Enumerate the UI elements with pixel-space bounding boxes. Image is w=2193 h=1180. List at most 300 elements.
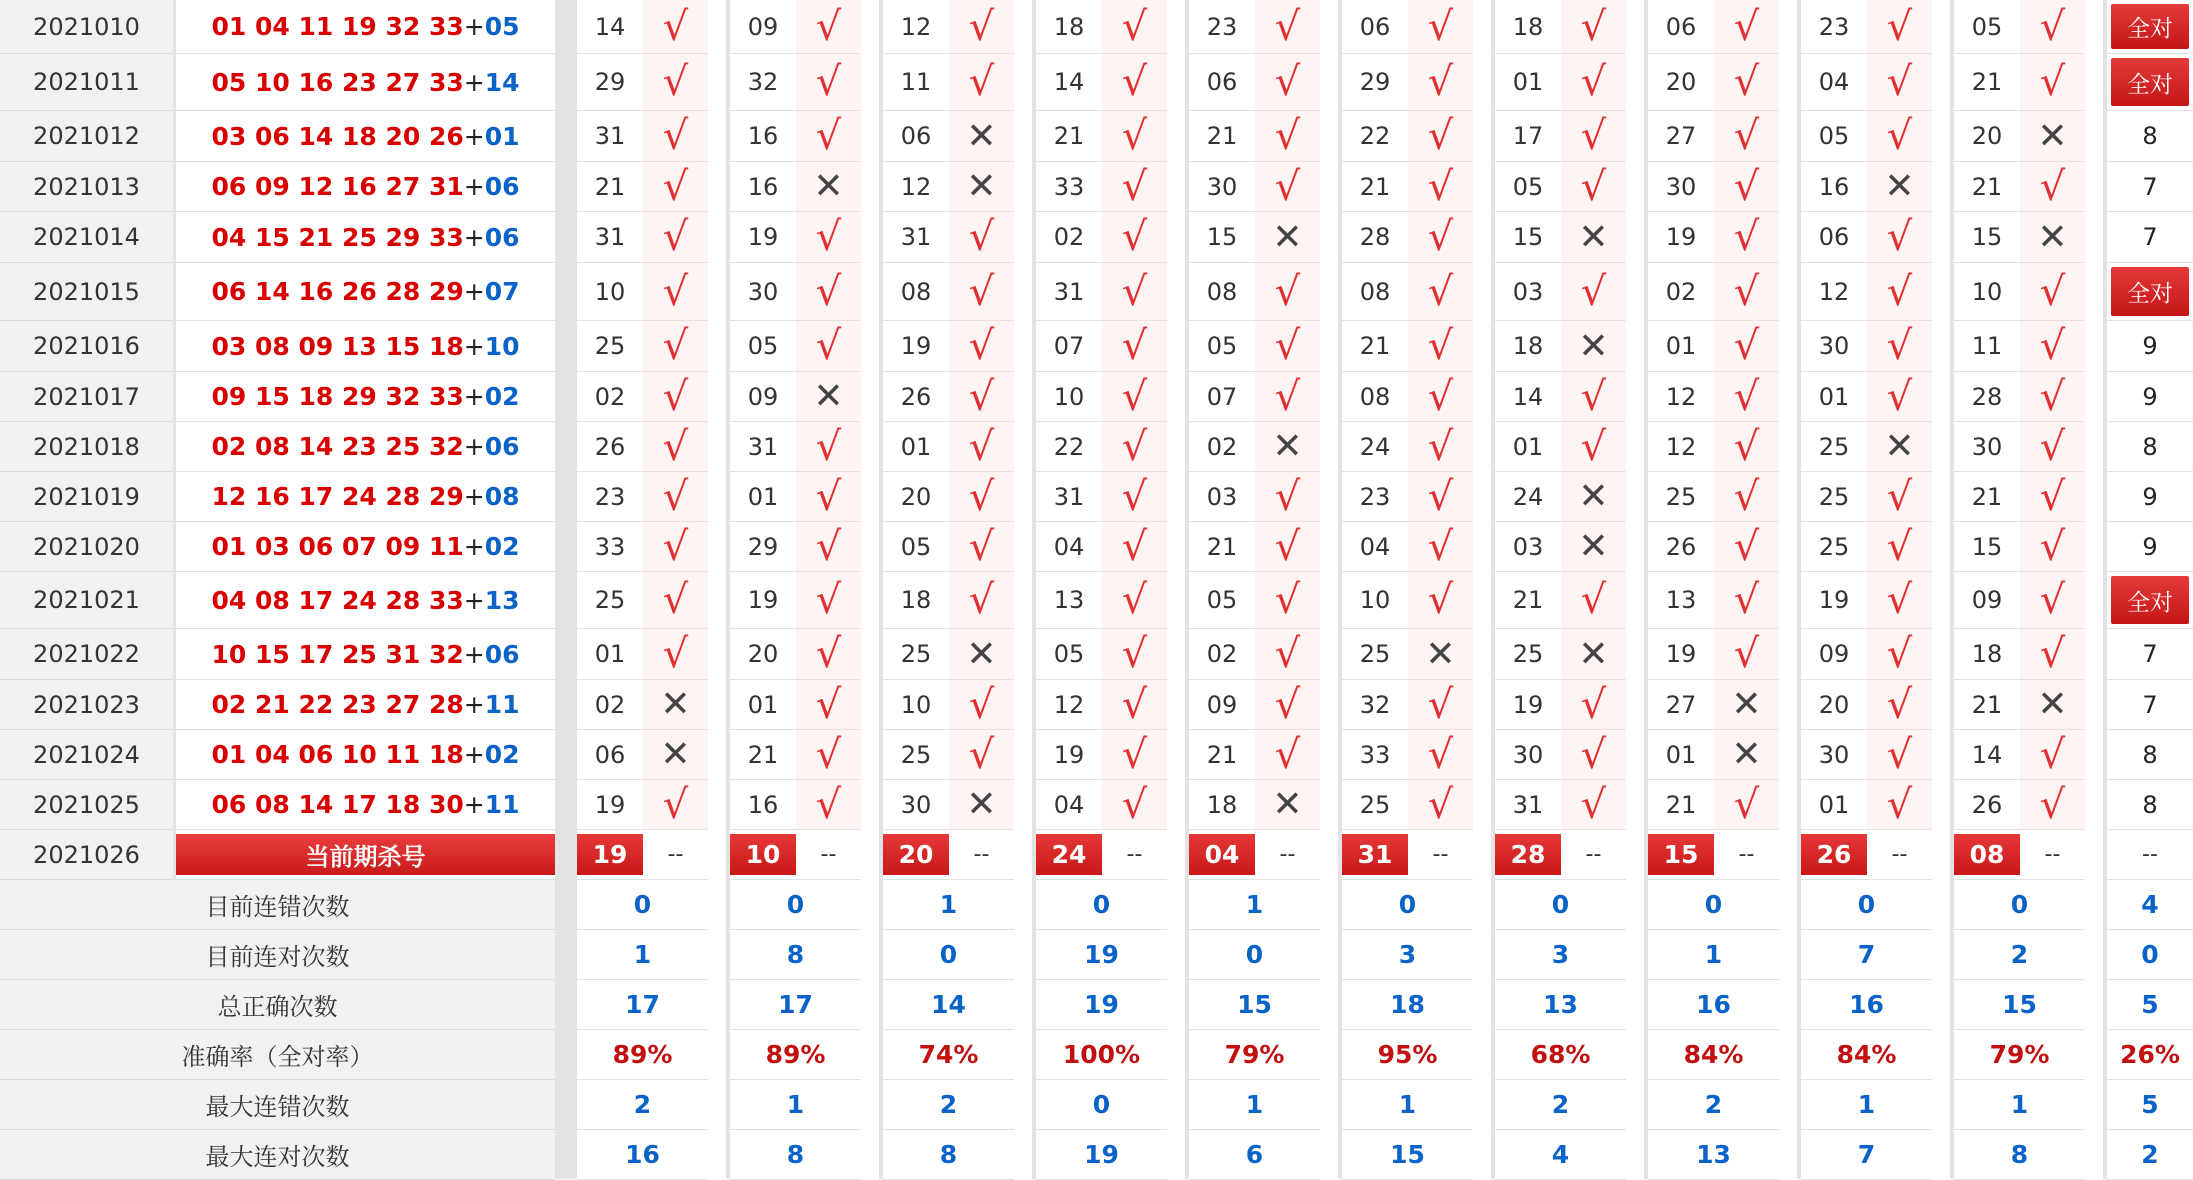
red-balls: 05 10 16 23 27 33 [211,67,464,97]
kill-number-cell: 02 [1189,422,1255,472]
kill-number-cell: 06 [1801,212,1867,263]
check-icon: √ [796,321,861,372]
pending-dash: -- [2020,830,2085,880]
plus-sign: + [463,382,485,411]
check-icon: √ [1714,629,1779,680]
check-icon: √ [2020,522,2085,572]
kill-number-cell: 01 [730,472,796,522]
draw-numbers-cell [175,522,555,572]
red-balls: 03 08 09 13 15 18 [211,331,464,361]
check-icon: √ [1255,572,1320,629]
kill-number-cell: 10 [577,263,643,321]
stat-value: 13 [1648,1130,1779,1180]
kill-number-cell: 22 [1036,422,1102,472]
stat-value: 79% [1954,1030,2085,1080]
check-icon: √ [1255,263,1320,321]
blue-ball: 07 [484,277,520,306]
plus-sign: + [463,532,485,561]
kill-number-cell: 12 [1648,422,1714,472]
result-cell: 9 [2107,321,2193,372]
pending-dash: -- [1408,830,1473,880]
check-icon: √ [1714,54,1779,111]
check-icon: √ [2020,730,2085,780]
kill-number-cell: 25 [1801,472,1867,522]
stat-value: 1 [1189,1080,1320,1130]
cross-icon: ✕ [2020,680,2085,730]
stat-value: 68% [1495,1030,1626,1080]
check-icon: √ [1561,730,1626,780]
kill-number-cell: 14 [577,0,643,54]
check-icon: √ [1102,730,1167,780]
result-cell: 9 [2107,472,2193,522]
kill-number-cell: 26 [1648,522,1714,572]
check-icon: √ [2020,162,2085,212]
kill-number-cell: 19 [1648,629,1714,680]
draw-numbers-cell [175,730,555,780]
kill-number-cell: 01 [1495,54,1561,111]
check-icon: √ [1561,54,1626,111]
kill-number-cell: 21 [1495,572,1561,629]
check-icon: √ [2020,321,2085,372]
stat-value: 1 [1648,930,1779,980]
check-icon: √ [643,372,708,422]
kill-number-cell: 19 [883,321,949,372]
kill-number-cell: 05 [1954,0,2020,54]
draw-numbers-cell [175,372,555,422]
check-icon: √ [1867,629,1932,680]
check-icon: √ [2020,372,2085,422]
kill-number-cell: 11 [1954,321,2020,372]
plus-sign: + [463,690,485,719]
result-cell: 8 [2107,730,2193,780]
kill-number-cell: 31 [883,212,949,263]
stat-value: 0 [1036,1080,1167,1130]
cross-icon: ✕ [1561,321,1626,372]
check-icon: √ [949,54,1014,111]
kill-number-cell: 33 [1342,730,1408,780]
stat-value-total: 4 [2107,880,2193,930]
current-kill-cell [1801,830,1867,880]
stat-value: 0 [1036,880,1167,930]
stat-value: 0 [1801,880,1932,930]
kill-number-cell: 05 [1036,629,1102,680]
kill-number-cell: 20 [1801,680,1867,730]
check-icon: √ [1102,0,1167,54]
blue-ball: 11 [484,790,520,819]
kill-number-cell: 33 [1036,162,1102,212]
kill-number-cell: 31 [730,422,796,472]
red-balls: 03 06 14 18 20 26 [211,121,464,151]
check-icon: √ [1561,0,1626,54]
blue-ball: 06 [484,172,520,201]
kill-number-cell: 05 [1189,572,1255,629]
kill-number-cell: 10 [1036,372,1102,422]
check-icon: √ [1408,162,1473,212]
red-balls: 04 08 17 24 28 33 [211,585,464,615]
check-icon: √ [949,730,1014,780]
check-icon: √ [1867,263,1932,321]
kill-number-cell: 24 [1495,472,1561,522]
check-icon: √ [1102,321,1167,372]
cross-icon: ✕ [1867,422,1932,472]
check-icon: √ [949,472,1014,522]
kill-number-cell: 23 [1189,0,1255,54]
check-icon: √ [1867,54,1932,111]
stat-value: 15 [1954,980,2085,1030]
period-cell: 2021019 [0,472,173,522]
cross-icon: ✕ [643,680,708,730]
kill-number-cell: 04 [1036,522,1102,572]
check-icon: √ [643,780,708,830]
check-icon: √ [1867,372,1932,422]
check-icon: √ [643,111,708,162]
red-balls: 01 04 11 19 32 33 [211,12,464,41]
stat-label: 目前连错次数 [0,880,555,930]
check-icon: √ [2020,780,2085,830]
kill-number-cell: 26 [577,422,643,472]
red-balls: 12 16 17 24 28 29 [211,482,464,511]
stat-value: 2 [1648,1080,1779,1130]
stat-value: 15 [1189,980,1320,1030]
kill-number-cell: 30 [1801,730,1867,780]
red-balls: 09 15 18 29 32 33 [211,382,464,411]
kill-number-cell: 20 [1954,111,2020,162]
kill-number-cell: 17 [1495,111,1561,162]
cross-icon: ✕ [1255,422,1320,472]
kill-number-cell: 28 [1954,372,2020,422]
plus-sign: + [463,482,485,511]
check-icon: √ [643,572,708,629]
kill-number-cell: 06 [1189,54,1255,111]
check-icon: √ [1255,629,1320,680]
pending-dash: -- [1867,830,1932,880]
pending-dash: -- [1561,830,1626,880]
stat-value: 74% [883,1030,1014,1080]
check-icon: √ [2020,572,2085,629]
check-icon: √ [1255,162,1320,212]
plus-sign: + [463,172,485,201]
kill-number-cell: 11 [883,54,949,111]
kill-number-cell: 07 [1036,321,1102,372]
kill-number-cell: 32 [1342,680,1408,730]
kill-number-cell: 27 [1648,680,1714,730]
check-icon: √ [643,629,708,680]
kill-number-cell: 08 [1189,263,1255,321]
stat-label: 最大连对次数 [0,1130,555,1180]
stat-value: 89% [577,1030,708,1080]
check-icon: √ [2020,0,2085,54]
cross-icon: ✕ [796,372,861,422]
blue-ball: 02 [484,532,520,561]
pending-dash: -- [643,830,708,880]
check-icon: √ [643,263,708,321]
check-icon: √ [1714,572,1779,629]
result-cell: 8 [2107,422,2193,472]
current-kill-number: 20 [883,834,949,875]
period-cell: 2021022 [0,629,173,680]
kill-number-cell: 10 [1342,572,1408,629]
stat-value: 6 [1189,1130,1320,1180]
check-icon: √ [1561,780,1626,830]
plus-sign: + [463,277,485,306]
kill-number-cell: 14 [1495,372,1561,422]
kill-number-cell: 23 [1342,472,1408,522]
stat-value: 8 [730,930,861,980]
kill-number-cell: 13 [1036,572,1102,629]
current-kill-number: 28 [1495,834,1561,875]
kill-number-cell: 30 [1495,730,1561,780]
stat-value: 79% [1189,1030,1320,1080]
check-icon: √ [1867,522,1932,572]
blue-ball: 11 [484,690,520,719]
check-icon: √ [949,0,1014,54]
check-icon: √ [1408,111,1473,162]
kill-number-cell: 04 [1342,522,1408,572]
check-icon: √ [1255,321,1320,372]
stat-value: 7 [1801,1130,1932,1180]
stat-value: 8 [883,1130,1014,1180]
period-cell: 2021024 [0,730,173,780]
kill-number-cell: 01 [1648,730,1714,780]
kill-number-cell: 21 [730,730,796,780]
stat-value: 1 [730,1080,861,1130]
stat-value: 16 [1648,980,1779,1030]
kill-number-cell: 02 [1189,629,1255,680]
kill-number-cell: 01 [883,422,949,472]
stat-label: 最大连错次数 [0,1080,555,1130]
stat-value: 8 [730,1130,861,1180]
kill-number-cell: 25 [1801,522,1867,572]
kill-number-cell: 19 [1648,212,1714,263]
kill-number-cell: 22 [1342,111,1408,162]
check-icon: √ [2020,54,2085,111]
check-icon: √ [1408,422,1473,472]
kill-number-cell: 20 [730,629,796,680]
stat-value: 84% [1801,1030,1932,1080]
check-icon: √ [1255,680,1320,730]
check-icon: √ [1561,572,1626,629]
check-icon: √ [796,680,861,730]
draw-numbers-cell [175,111,555,162]
kill-number-cell: 09 [1954,572,2020,629]
kill-number-cell: 16 [1801,162,1867,212]
cross-icon: ✕ [1255,780,1320,830]
kill-number-cell: 25 [1495,629,1561,680]
stat-value-total: 5 [2107,980,2193,1030]
check-icon: √ [1867,780,1932,830]
pending-dash: -- [1102,830,1167,880]
kill-number-cell: 12 [883,162,949,212]
check-icon: √ [1102,212,1167,263]
kill-number-cell: 02 [577,372,643,422]
kill-number-cell: 24 [1342,422,1408,472]
period-cell: 2021018 [0,422,173,472]
kill-number-cell: 19 [1495,680,1561,730]
cross-icon: ✕ [949,162,1014,212]
check-icon: √ [643,321,708,372]
kill-number-cell: 21 [1954,54,2020,111]
draw-numbers-cell [175,422,555,472]
cross-icon: ✕ [1408,629,1473,680]
check-icon: √ [1714,111,1779,162]
check-icon: √ [1255,54,1320,111]
check-icon: √ [1714,780,1779,830]
stat-value: 18 [1342,980,1473,1030]
check-icon: √ [643,0,708,54]
check-icon: √ [796,0,861,54]
check-icon: √ [796,629,861,680]
kill-number-cell: 12 [1648,372,1714,422]
stat-value: 1 [1189,880,1320,930]
kill-number-cell: 01 [577,629,643,680]
result-cell: 7 [2107,680,2193,730]
kill-number-cell: 18 [1495,321,1561,372]
kill-number-cell: 31 [577,111,643,162]
kill-number-cell: 21 [1036,111,1102,162]
cross-icon: ✕ [1561,629,1626,680]
stat-value: 3 [1495,930,1626,980]
blue-ball: 02 [484,740,520,769]
kill-number-cell: 09 [1801,629,1867,680]
kill-number-cell: 30 [1189,162,1255,212]
period-cell: 2021016 [0,321,173,372]
check-icon: √ [1102,54,1167,111]
kill-number-cell: 10 [1954,263,2020,321]
check-icon: √ [1102,522,1167,572]
kill-number-cell: 19 [730,212,796,263]
cross-icon: ✕ [949,111,1014,162]
check-icon: √ [949,212,1014,263]
check-icon: √ [1102,263,1167,321]
plus-sign: + [463,740,485,769]
current-period-cell: 2021026 [0,830,173,880]
stat-value: 15 [1342,1130,1473,1180]
stat-value: 89% [730,1030,861,1080]
period-cell: 2021020 [0,522,173,572]
kill-number-cell: 01 [1801,372,1867,422]
stat-value: 84% [1648,1030,1779,1080]
check-icon: √ [796,263,861,321]
kill-number-cell: 20 [1648,54,1714,111]
kill-number-cell: 25 [577,572,643,629]
check-icon: √ [1867,111,1932,162]
current-kill-label: 当前期杀号 [176,834,555,875]
kill-number-cell: 03 [1189,472,1255,522]
kill-number-cell: 08 [1342,372,1408,422]
result-cell [2107,263,2193,321]
current-kill-number: 19 [577,834,643,875]
plus-sign: + [463,585,485,615]
stat-value: 0 [730,880,861,930]
check-icon: √ [1102,372,1167,422]
current-kill-number: 10 [730,834,796,875]
kill-number-cell: 18 [1036,0,1102,54]
check-icon: √ [1408,680,1473,730]
kill-number-cell: 14 [1954,730,2020,780]
check-icon: √ [796,572,861,629]
check-icon: √ [1102,111,1167,162]
check-icon: √ [1408,321,1473,372]
stat-value: 17 [730,980,861,1030]
check-icon: √ [1102,572,1167,629]
kill-number-cell: 30 [1801,321,1867,372]
period-cell: 2021017 [0,372,173,422]
kill-number-cell: 21 [577,162,643,212]
period-cell: 2021010 [0,0,173,54]
cross-icon: ✕ [1561,472,1626,522]
stat-value: 16 [577,1130,708,1180]
stat-value: 14 [883,980,1014,1030]
result-cell [2107,572,2193,629]
kill-number-cell: 01 [1495,422,1561,472]
stat-value: 1 [883,880,1014,930]
blue-ball: 06 [484,222,520,252]
plus-sign: + [463,12,485,41]
blue-ball: 01 [484,121,520,151]
stat-value: 0 [1954,880,2085,930]
check-icon: √ [1561,372,1626,422]
result-cell: 7 [2107,212,2193,263]
check-icon: √ [1255,372,1320,422]
stat-value: 2 [577,1080,708,1130]
red-balls: 06 14 16 26 28 29 [211,277,464,306]
check-icon: √ [1102,472,1167,522]
kill-number-cell: 05 [883,522,949,572]
kill-number-cell: 09 [730,372,796,422]
stat-value: 0 [1495,880,1626,930]
kill-number-cell: 15 [1954,212,2020,263]
check-icon: √ [1867,321,1932,372]
pending-dash: -- [1255,830,1320,880]
all-correct-badge: 全对 [2111,576,2189,624]
column-separator [555,0,577,1179]
check-icon: √ [1102,162,1167,212]
stat-value: 0 [883,930,1014,980]
check-icon: √ [1408,263,1473,321]
check-icon: √ [949,263,1014,321]
check-icon: √ [1408,0,1473,54]
stat-value: 2 [883,1080,1014,1130]
check-icon: √ [1867,730,1932,780]
check-icon: √ [949,522,1014,572]
check-icon: √ [643,162,708,212]
stat-value: 100% [1036,1030,1167,1080]
kill-number-cell: 21 [1648,780,1714,830]
kill-number-cell: 04 [1036,780,1102,830]
kill-number-cell: 19 [1036,730,1102,780]
check-icon: √ [1867,680,1932,730]
check-icon: √ [1714,162,1779,212]
kill-number-cell: 18 [1954,629,2020,680]
stat-value: 0 [1342,880,1473,930]
current-kill-cell [577,830,643,880]
check-icon: √ [796,730,861,780]
plus-sign: + [463,790,485,819]
draw-numbers-cell [175,572,555,629]
cross-icon: ✕ [2020,212,2085,263]
stat-value: 16 [1801,980,1932,1030]
kill-number-cell: 06 [1648,0,1714,54]
result-cell: 8 [2107,780,2193,830]
pending-dash: -- [1714,830,1779,880]
stat-value-total: 26% [2107,1030,2193,1080]
cross-icon: ✕ [643,730,708,780]
cross-icon: ✕ [1561,212,1626,263]
kill-number-cell: 23 [577,472,643,522]
kill-number-cell: 21 [1189,111,1255,162]
kill-number-cell: 25 [883,629,949,680]
kill-number-cell: 25 [1801,422,1867,472]
